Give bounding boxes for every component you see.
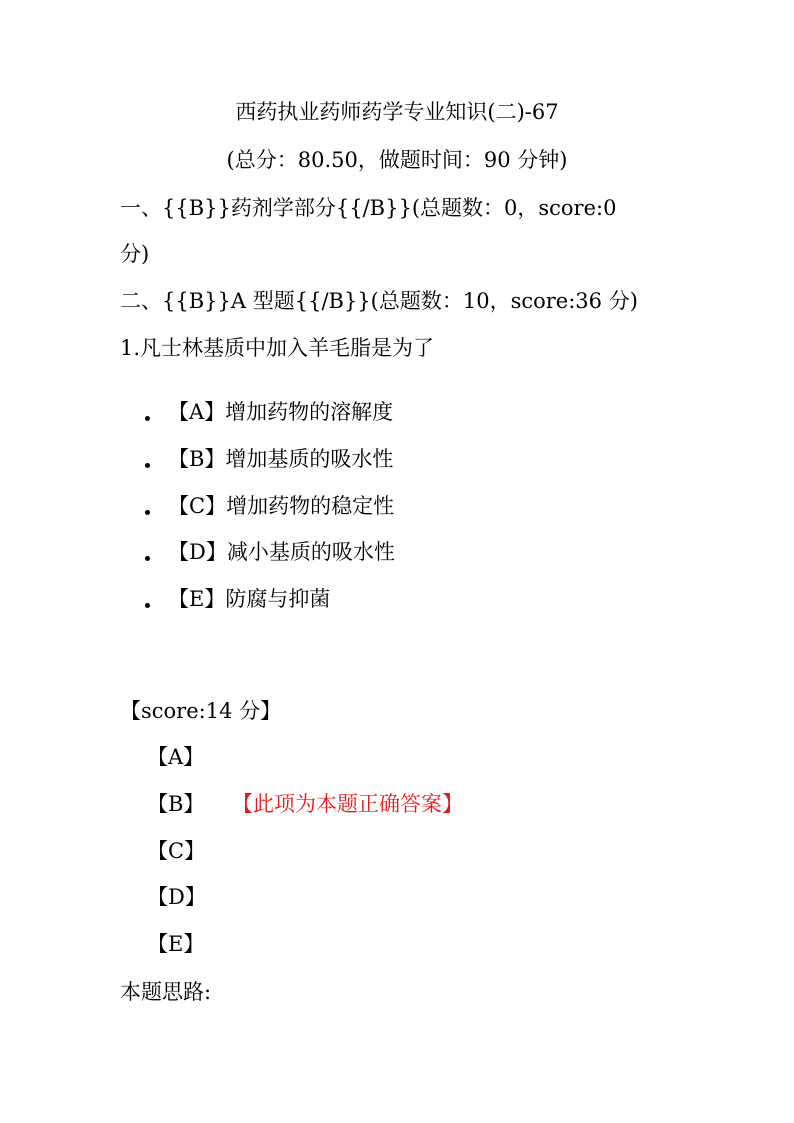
option-item: 【C】增加药物的稳定性 bbox=[168, 494, 395, 518]
bullet-icon bbox=[145, 463, 150, 468]
answer-choice: 【A】 bbox=[147, 745, 205, 769]
option-item: 【B】增加基质的吸水性 bbox=[168, 447, 394, 471]
document-title: 西药执业药师药学专业知识(二)-67 bbox=[235, 100, 559, 124]
section-heading-1: 一、{{B}}药剂学部分{{/B}}(总题数：0，score:0 bbox=[120, 196, 617, 220]
bullet-icon bbox=[145, 416, 150, 421]
bullet-icon bbox=[145, 510, 150, 515]
option-item: 【A】增加药物的溶解度 bbox=[168, 400, 394, 424]
answer-choice: 【C】 bbox=[147, 839, 206, 863]
answer-choice: 【B】 bbox=[147, 792, 205, 816]
document-subtitle: (总分：80.50，做题时间：90 分钟) bbox=[226, 148, 568, 172]
bullet-icon bbox=[145, 603, 150, 608]
section-heading-1-cont: 分) bbox=[120, 242, 150, 266]
analysis-label: 本题思路: bbox=[120, 980, 212, 1004]
section-heading-2: 二、{{B}}A 型题{{/B}}(总题数：10，score:36 分) bbox=[120, 289, 638, 313]
question-stem: 1.凡士林基质中加入羊毛脂是为了 bbox=[120, 336, 435, 360]
option-item: 【E】防腐与抑菌 bbox=[168, 587, 331, 611]
answer-choice: 【D】 bbox=[147, 885, 206, 909]
correct-answer-marker: 【此项为本题正确答案】 bbox=[232, 792, 463, 816]
option-item: 【D】减小基质的吸水性 bbox=[168, 540, 395, 564]
answer-choice: 【E】 bbox=[147, 932, 205, 956]
answer-score: 【score:14 分】 bbox=[120, 699, 282, 723]
bullet-icon bbox=[145, 556, 150, 561]
